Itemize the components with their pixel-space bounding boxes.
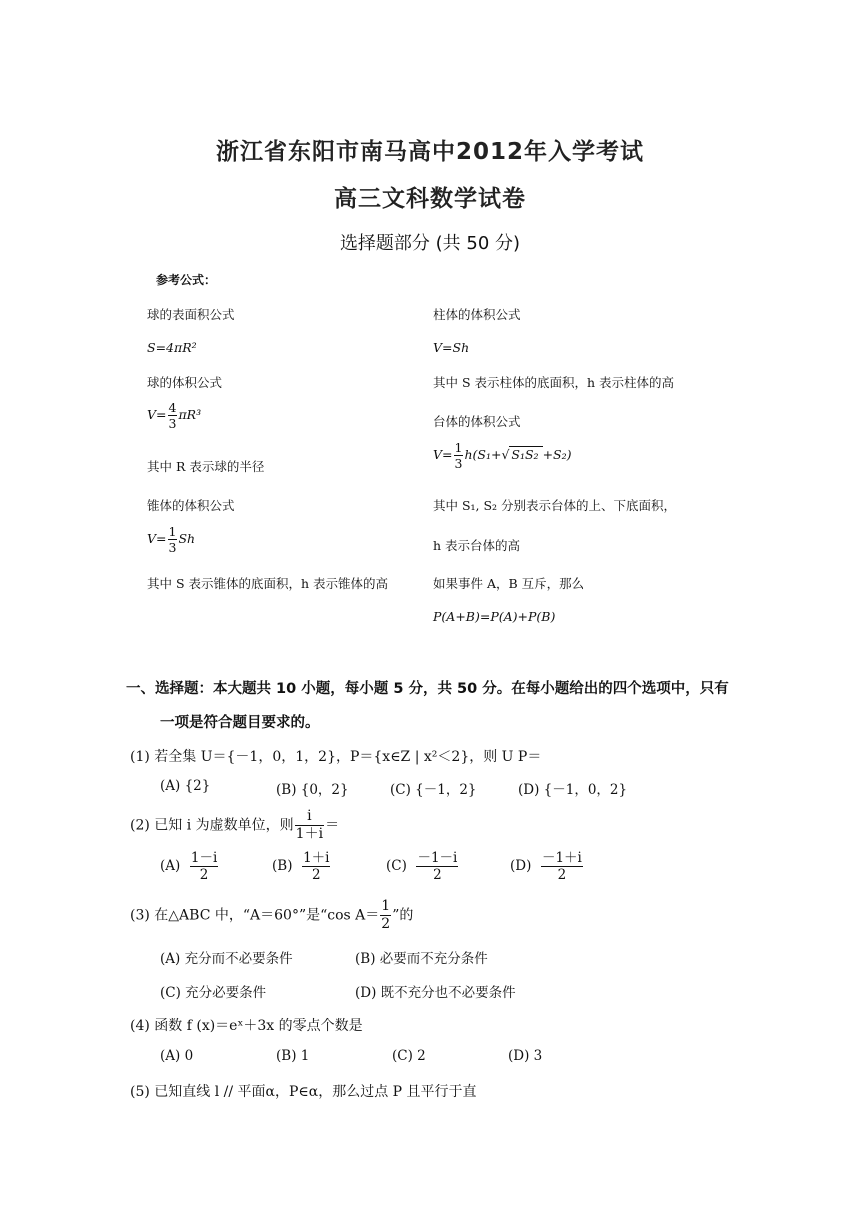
fraction-denominator: 3: [168, 540, 177, 555]
question-3-stem: [130, 898, 413, 933]
prism-title: 柱体的体积公式: [433, 307, 521, 322]
sphere-surface-formula: S=4πR²: [147, 340, 197, 355]
fraction-denominator: 2: [557, 867, 567, 884]
option-fraction: [302, 850, 330, 883]
question-3-option-a: (A) 充分而不必要条件: [160, 951, 293, 967]
question-4-option-b: (B) 1: [276, 1048, 310, 1064]
question-3-stem-suffix: ”的: [392, 907, 414, 924]
sphere-note: 其中 R 表示球的半径: [147, 459, 265, 474]
frustum-fraction: [454, 440, 464, 471]
question-2-option-c: [386, 850, 459, 883]
fraction-numerator: 1＋i: [303, 850, 330, 866]
question-2-stem: [130, 808, 339, 843]
sphere-volume-title: 球的体积公式: [147, 375, 223, 390]
option-label: (B): [272, 858, 293, 875]
fraction-denominator: 2: [433, 867, 442, 884]
frustum-sqrt: S₁S₂: [509, 446, 542, 462]
option-label: (D): [510, 858, 532, 875]
option-fraction: [416, 850, 458, 883]
sphere-volume-lhs: V=: [147, 407, 167, 422]
question-3-stem-prefix: (3) 在△ABC 中，“A＝60°”是“cos A＝: [130, 907, 380, 924]
fraction-numerator: 1－i: [190, 850, 218, 866]
cone-fraction: [168, 524, 178, 555]
question-3-option-d: (D) 既不充分也不必要条件: [355, 985, 516, 1001]
question-1-option-a: (A) {2}: [160, 778, 211, 794]
question-2-option-b: [272, 850, 331, 883]
frustum-lhs: V=: [433, 447, 453, 462]
question-1-stem: (1) 若全集 U＝{－1，0，1，2}，P＝{x∈Z | x²＜2}，则 U P＝: [130, 749, 542, 765]
event-title: 如果事件 A，B 互斥，那么: [433, 576, 585, 591]
fraction-numerator: 1: [168, 524, 177, 539]
question-1-option-d: (D) {－1，0，2}: [518, 782, 628, 798]
sphere-volume-rhs: πR³: [178, 407, 202, 422]
prism-note: 其中 S 表示柱体的底面积，h 表示柱体的高: [433, 375, 675, 390]
option-fraction: [541, 850, 583, 883]
fraction-denominator: 2: [311, 867, 321, 884]
cone-rhs: Sh: [178, 531, 196, 546]
cone-title: 锥体的体积公式: [147, 498, 235, 513]
option-label: (A): [160, 858, 181, 875]
cone-lhs: V=: [147, 531, 167, 546]
question-2-stem-prefix: (2) 已知 i 为虚数单位，则: [130, 817, 294, 834]
event-formula: P(A+B)=P(A)+P(B): [433, 609, 556, 624]
question-4-option-c: (C) 2: [392, 1048, 426, 1064]
question-2-option-d: [510, 850, 584, 883]
sphere-volume-formula: [147, 400, 201, 431]
fraction-numerator: 1: [381, 898, 391, 914]
fraction-denominator: 2: [381, 915, 391, 932]
prism-formula: V=Sh: [433, 340, 470, 355]
fraction-numerator: －1－i: [417, 850, 458, 866]
cone-formula: [147, 524, 195, 555]
question-1-option-b: (B) {0，2}: [276, 782, 349, 798]
question-1-option-c: (C) {－1，2}: [390, 782, 477, 798]
option-fraction: [190, 850, 218, 883]
question-3-fraction: [380, 898, 391, 933]
document-subtitle: 高三文科数学试卷: [334, 186, 526, 212]
document-title: 浙江省东阳市南马高中2012年入学考试: [215, 139, 644, 165]
formulas-label: 参考公式：: [156, 273, 217, 287]
question-5-stem: (5) 已知直线 l // 平面α，P∈α，那么过点 P 且平行于直: [130, 1084, 477, 1100]
question-2-option-a: [160, 850, 219, 883]
question-4-option-d: (D) 3: [508, 1048, 543, 1064]
fraction-denominator: 3: [454, 456, 463, 471]
question-4-stem: (4) 函数 f (x)＝eˣ＋3x 的零点个数是: [130, 1018, 363, 1034]
frustum-note-1: 其中 S₁, S₂ 分别表示台体的上、下底面积，: [433, 498, 677, 513]
fraction-denominator: 2: [199, 867, 209, 884]
frustum-note-2: h 表示台体的高: [433, 538, 521, 553]
option-label: (C): [386, 858, 407, 875]
question-2-fraction: [295, 808, 324, 843]
sphere-surface-title: 球的表面积公式: [147, 307, 235, 322]
section-title: 选择题部分 (共 50 分): [339, 233, 521, 254]
frustum-title: 台体的体积公式: [433, 414, 521, 429]
question-3-option-b: (B) 必要而不充分条件: [355, 951, 488, 967]
cone-note: 其中 S 表示锥体的底面积，h 表示锥体的高: [147, 576, 389, 591]
fraction-numerator: i: [295, 808, 324, 826]
question-4-option-a: (A) 0: [160, 1048, 194, 1064]
frustum-formula: [433, 440, 572, 471]
sqrt-symbol: √: [501, 447, 510, 462]
fraction-denominator: 3: [168, 416, 177, 431]
frustum-end: +S₂): [542, 447, 572, 462]
question-2-stem-suffix: ＝: [325, 817, 340, 834]
question-3-option-c: (C) 充分必要条件: [160, 985, 267, 1001]
frustum-mid: h(S₁+: [464, 447, 502, 462]
section-heading-line-2: 一项是符合题目要求的。: [160, 715, 320, 731]
section-heading-line-1: 一、选择题：本大题共 10 小题，每小题 5 分，共 50 分。在每小题给出的四个选项中，只有: [126, 681, 729, 697]
fraction-denominator: 1＋i: [295, 825, 324, 842]
fraction-numerator: －1＋i: [541, 850, 582, 866]
fraction-numerator: 1: [454, 440, 463, 455]
fraction-numerator: 4: [168, 400, 177, 415]
sphere-volume-fraction: [168, 400, 178, 431]
